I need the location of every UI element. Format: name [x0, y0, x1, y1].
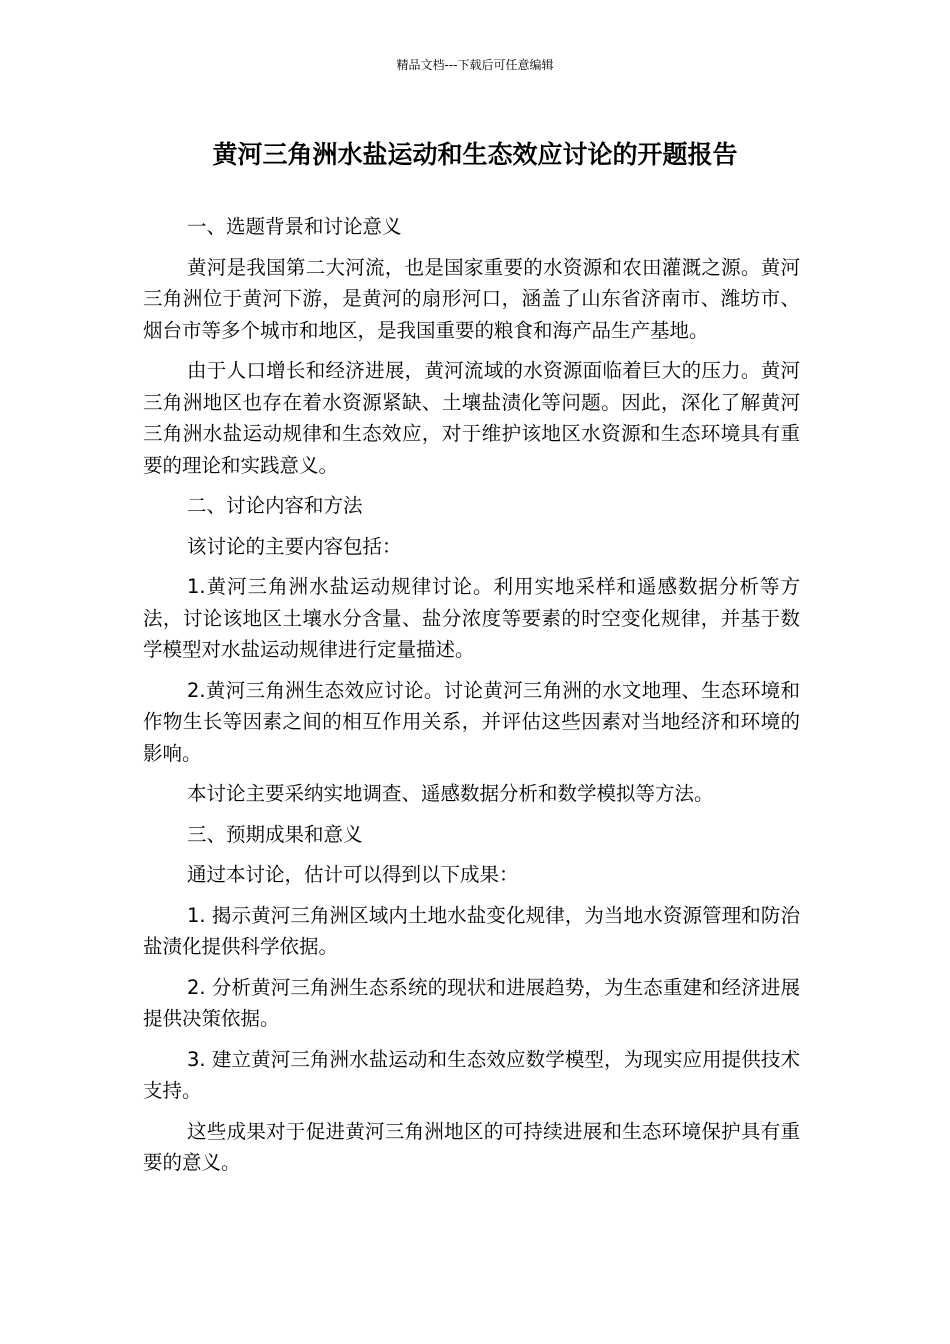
section-heading-expected-results: 三、预期成果和意义: [187, 822, 363, 846]
list-item-ecological-study: 2.黄河三角洲生态效应讨论。讨论黄河三角洲的水文地理、生态环境和作物生长等因素之间的相互作用关系，并评估这些因素对当地经济和环境的影响。: [143, 678, 800, 765]
paragraph-yellow-river-intro: 黄河是我国第二大河流，也是国家重要的水资源和农田灌溉之源。黄河三角洲位于黄河下游，是黄河的扇形河口，涵盖了山东省济南市、潍坊市、烟台市等多个城市和地区，是我国重要的粮食和海产品生产基地。: [143, 255, 800, 342]
paragraph-results-intro: 通过本讨论，估计可以得到以下成果：: [187, 863, 519, 886]
list-item-result-2: 2. 分析黄河三角洲生态系统的现状和进展趋势，为生态重建和经济进展提供决策依据。: [143, 975, 800, 1030]
list-item-result-3: 3. 建立黄河三角洲水盐运动和生态效应数学模型，为现实应用提供技术支持。: [143, 1047, 800, 1102]
section-heading-background: 一、选题背景和讨论意义: [187, 215, 402, 238]
paragraph-water-pressure: 由于人口增长和经济进展，黄河流域的水资源面临着巨大的压力。黄河三角洲地区也存在着水资源紧缺、土壤盐渍化等问题。因此，深化了解黄河三角洲水盐运动规律和生态效应，对于维护该地区水资源和生态环境具有重要的理论和实践意义。: [143, 359, 800, 477]
list-item-result-1: 1. 揭示黄河三角洲区域内土地水盐变化规律，为当地水资源管理和防治盐渍化提供科学依据。: [143, 903, 800, 958]
paragraph-conclusion: 这些成果对于促进黄河三角洲地区的可持续进展和生态环境保护具有重要的意义。: [143, 1119, 800, 1174]
section-heading-content-methods: 二、讨论内容和方法: [187, 494, 363, 517]
document-body: [143, 211, 800, 1188]
list-item-water-salt-study: 1.黄河三角洲水盐运动规律讨论。利用实地采样和遥感数据分析等方法，讨论该地区土壤水分含量、盐分浓度等要素的时空变化规律，并基于数学模型对水盐运动规律进行定量描述。: [143, 575, 800, 661]
document-title: 黄河三角洲水盐运动和生态效应讨论的开题报告: [212, 140, 738, 169]
paragraph-main-content-intro: 该讨论的主要内容包括：: [187, 534, 402, 558]
paragraph-methods: 本讨论主要采纳实地调查、遥感数据分析和数学模拟等方法。: [187, 782, 714, 805]
header-note: 精品文档---下载后可任意编辑: [396, 58, 554, 72]
